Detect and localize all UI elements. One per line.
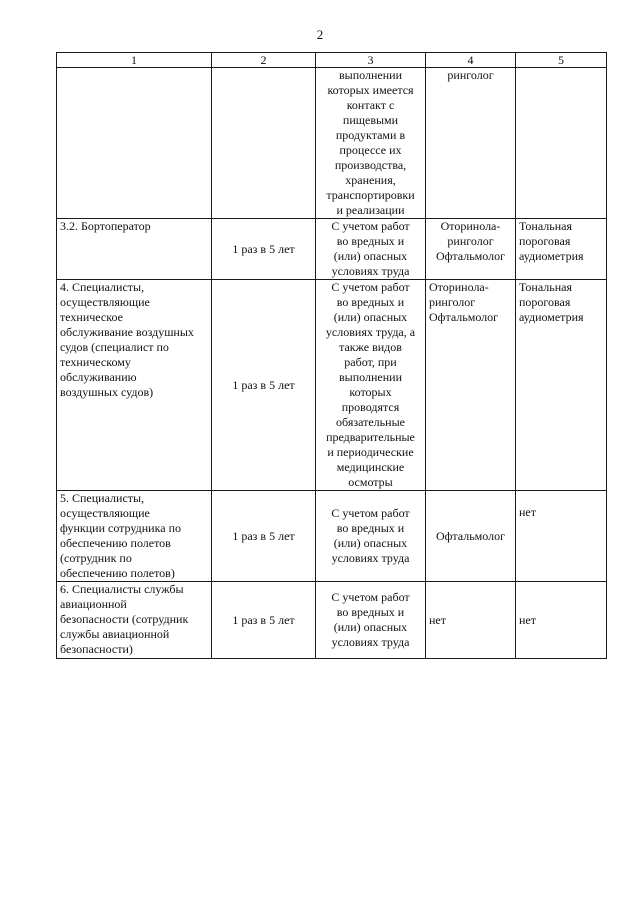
cell-line: техническое <box>60 310 123 324</box>
profession-cell <box>57 491 212 582</box>
cell-line: обеспечению полетов) <box>60 566 175 580</box>
column-header: 3 <box>316 53 426 68</box>
cell-line: пороговая <box>519 295 571 309</box>
cell-line: 3.2. Бортоператор <box>60 219 151 233</box>
cell-line: и периодические <box>327 445 414 459</box>
cell-line: осмотры <box>348 475 393 489</box>
cell-line: нет <box>519 612 536 627</box>
cell-line: выполнении <box>339 68 402 82</box>
cell-line: воздушных судов) <box>60 385 154 399</box>
additional-exam-cell <box>516 491 607 582</box>
conditions-cell <box>316 68 426 219</box>
cell-line: (или) опасных <box>333 620 408 634</box>
additional-exam-cell <box>516 280 607 491</box>
cell-line: ринголог <box>447 234 494 248</box>
cell-line: (или) опасных <box>333 310 408 324</box>
cell-line: осуществляющие <box>60 295 150 309</box>
cell-line: во вредных и <box>336 605 405 619</box>
cell-line: продуктами в <box>335 128 406 142</box>
cell-line: безопасности) <box>60 642 133 656</box>
profession-cell <box>57 219 212 280</box>
cell-line: Тональная <box>519 219 573 233</box>
cell-line: С учетом работ <box>331 219 410 233</box>
cell-line: безопасности (сотрудник <box>60 612 189 626</box>
column-header: 2 <box>212 53 316 68</box>
cell-line: хранения, <box>345 173 396 187</box>
table-header-row <box>57 53 607 68</box>
cell-line: транспортировки <box>326 188 415 202</box>
cell-line: также видов <box>339 340 402 354</box>
cell-line: и реализации <box>336 203 405 217</box>
profession-cell <box>57 582 212 659</box>
cell-line: функции сотрудника по <box>60 521 181 535</box>
cell-line: проводятся <box>341 400 400 414</box>
medical-exam-table <box>56 52 607 659</box>
cell-line: Оторинола- <box>440 219 501 233</box>
specialist-cell <box>426 280 516 491</box>
cell-line: авиационной <box>60 597 127 611</box>
cell-line: во вредных и <box>336 234 405 248</box>
cell-line: процессе их <box>339 143 402 157</box>
cell-line: предварительные <box>326 430 415 444</box>
cell-line: медицинские <box>336 460 405 474</box>
cell-line: Оторинола- <box>429 280 489 294</box>
cell-line: нет <box>429 612 446 627</box>
cell-line: Офтальмолог <box>435 528 506 543</box>
cell-line: ринголог <box>429 295 476 309</box>
cell-line: судов (специалист по <box>60 340 169 354</box>
cell-line: С учетом работ <box>331 280 410 294</box>
cell-line: во вредных и <box>336 295 405 309</box>
additional-exam-cell <box>516 582 607 659</box>
periodicity-cell <box>212 68 316 219</box>
table-row <box>57 491 607 582</box>
cell-line: пороговая <box>519 234 571 248</box>
column-header: 5 <box>516 53 607 68</box>
cell-line: условиях труда <box>331 264 410 278</box>
cell-line: техническому <box>60 355 131 369</box>
periodicity-cell: 1 раз в 5 лет <box>212 582 316 659</box>
conditions-cell <box>316 280 426 491</box>
cell-line: выполнении <box>339 370 402 384</box>
cell-line: осуществляющие <box>60 506 150 520</box>
cell-line: службы авиационной <box>60 627 170 641</box>
table-row <box>57 280 607 491</box>
cell-line: которых имеется <box>327 83 414 97</box>
cell-line: Тональная <box>519 280 573 294</box>
cell-line: условиях труда <box>331 551 410 565</box>
cell-line: 5. Специалисты, <box>60 491 145 505</box>
cell-line: во вредных и <box>336 521 405 535</box>
cell-line: аудиометрия <box>519 249 584 263</box>
profession-cell <box>57 280 212 491</box>
specialist-cell <box>426 582 516 659</box>
table-row <box>57 68 607 219</box>
cell-line: 6. Специалисты службы <box>60 582 184 596</box>
periodicity-cell: 1 раз в 5 лет <box>212 219 316 280</box>
table-row <box>57 582 607 659</box>
cell-line: обязательные <box>336 415 405 429</box>
cell-line: условиях труда <box>331 635 410 649</box>
periodicity-cell: 1 раз в 5 лет <box>212 491 316 582</box>
cell-line: пищевыми <box>342 113 399 127</box>
specialist-cell <box>426 491 516 582</box>
cell-line: С учетом работ <box>331 590 410 604</box>
cell-line: ринголог <box>447 68 494 82</box>
cell-line: нет <box>519 505 536 519</box>
cell-line: контакт с <box>346 98 395 112</box>
cell-line: (или) опасных <box>333 536 408 550</box>
conditions-cell <box>316 491 426 582</box>
cell-line: которых <box>349 385 392 399</box>
periodicity-cell: 1 раз в 5 лет <box>212 280 316 491</box>
cell-line: работ, при <box>344 355 397 369</box>
cell-line: аудиометрия <box>519 310 584 324</box>
column-header: 1 <box>57 53 212 68</box>
cell-line: обеспечению полетов <box>60 536 171 550</box>
cell-line: (сотрудник по <box>60 551 132 565</box>
cell-line: (или) опасных <box>333 249 408 263</box>
cell-line: обслуживанию <box>60 370 137 384</box>
additional-exam-cell <box>516 68 607 219</box>
additional-exam-cell <box>516 219 607 280</box>
conditions-cell <box>316 219 426 280</box>
conditions-cell <box>316 582 426 659</box>
cell-line: Офтальмолог <box>429 310 499 324</box>
column-header: 4 <box>426 53 516 68</box>
cell-line: 4. Специалисты, <box>60 280 145 294</box>
cell-line: С учетом работ <box>331 506 410 520</box>
specialist-cell <box>426 68 516 219</box>
profession-cell <box>57 68 212 219</box>
cell-line: обслуживание воздушных <box>60 325 194 339</box>
specialist-cell <box>426 219 516 280</box>
page-number: 2 <box>316 27 324 42</box>
cell-line: производства, <box>334 158 407 172</box>
cell-line: Офтальмолог <box>435 249 506 263</box>
table-row <box>57 219 607 280</box>
cell-line: условиях труда, а <box>325 325 416 339</box>
